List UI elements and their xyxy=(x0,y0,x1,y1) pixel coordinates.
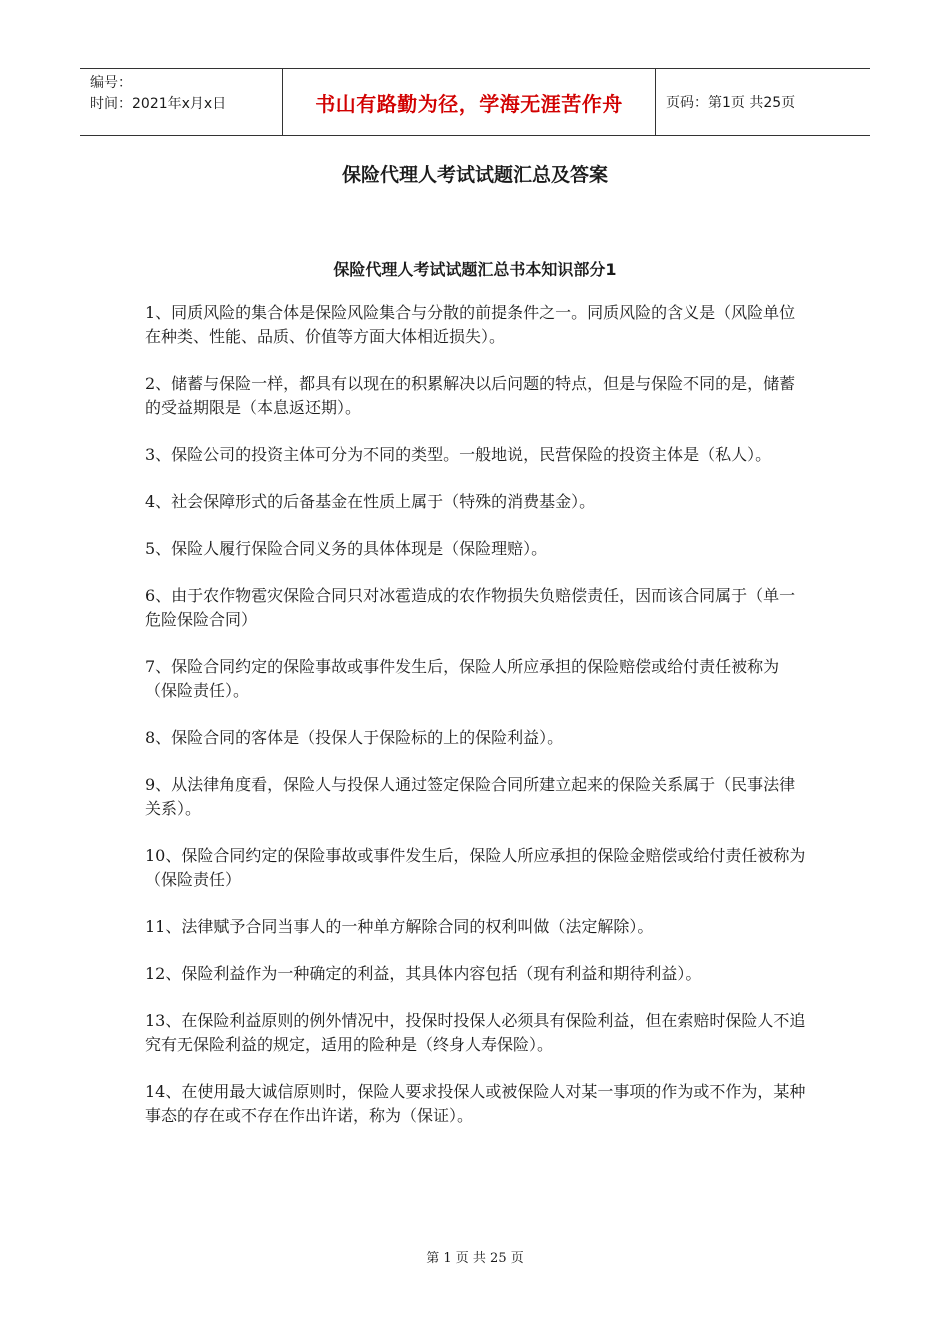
number-label: 编号： xyxy=(90,75,132,91)
question-item: 11、法律赋予合同当事人的一种单方解除合同的权利叫做（法定解除）。 xyxy=(145,917,654,936)
question-item: 1、同质风险的集合体是保险风险集合与分散的前提条件之一。同质风险的含义是（风险单位在种类、性能、品质、价值等方面大体相近损失）。 xyxy=(145,303,796,346)
header-motto: 书山有路勤为径，学海无涯苦作舟 xyxy=(282,69,656,135)
page-footer: 第 1 页 共 25 页 xyxy=(426,1251,524,1266)
question-item: 5、保险人履行保险合同义务的具体体现是（保险理赔）。 xyxy=(145,539,548,558)
question-item: 3、保险公司的投资主体可分为不同的类型。一般地说，民营保险的投资主体是（私人）。 xyxy=(145,445,772,464)
question-item: 12、保险利益作为一种确定的利益，其具体内容包括（现有利益和期待利益）。 xyxy=(145,964,702,983)
question-list xyxy=(145,301,810,1151)
question-item: 14、在使用最大诚信原则时，保险人要求投保人或被保险人对某一事项的作为或不作为，某种事态的存在或不存在作出许诺，称为（保证）。 xyxy=(145,1082,806,1125)
time-label: 时间：2021年x月x日 xyxy=(90,96,227,112)
question-item: 4、社会保障形式的后备基金在性质上属于（特殊的消费基金）。 xyxy=(145,492,596,511)
section-title: 保险代理人考试试题汇总书本知识部分1 xyxy=(333,260,617,279)
document-title: 保险代理人考试试题汇总及答案 xyxy=(341,164,608,186)
header-meta xyxy=(80,69,282,135)
question-item: 10、保险合同约定的保险事故或事件发生后，保险人所应承担的保险金赔偿或给付责任被称为（保险责任） xyxy=(145,846,806,889)
header-page-info: 页码：第1页 共25页 xyxy=(666,95,796,111)
question-item: 7、保险合同约定的保险事故或事件发生后，保险人所应承担的保险赔偿或给付责任被称为（保险责任）。 xyxy=(145,657,780,700)
question-item: 2、储蓄与保险一样，都具有以现在的积累解决以后问题的特点，但是与保险不同的是，储蓄的受益期限是（本息返还期）。 xyxy=(145,374,796,417)
question-item: 9、从法律角度看，保险人与投保人通过签定保险合同所建立起来的保险关系属于（民事法律关系）。 xyxy=(145,775,796,818)
question-item: 6、由于农作物雹灾保险合同只对冰雹造成的农作物损失负赔偿责任，因而该合同属于（单一危险保险合同） xyxy=(145,586,796,629)
question-item: 13、在保险利益原则的例外情况中，投保时投保人必须具有保险利益，但在索赔时保险人不追究有无保险利益的规定，适用的险种是（终身人寿保险）。 xyxy=(145,1011,806,1054)
question-item: 8、保险合同的客体是（投保人于保险标的上的保险利益）。 xyxy=(145,728,564,747)
page-header xyxy=(80,68,870,136)
